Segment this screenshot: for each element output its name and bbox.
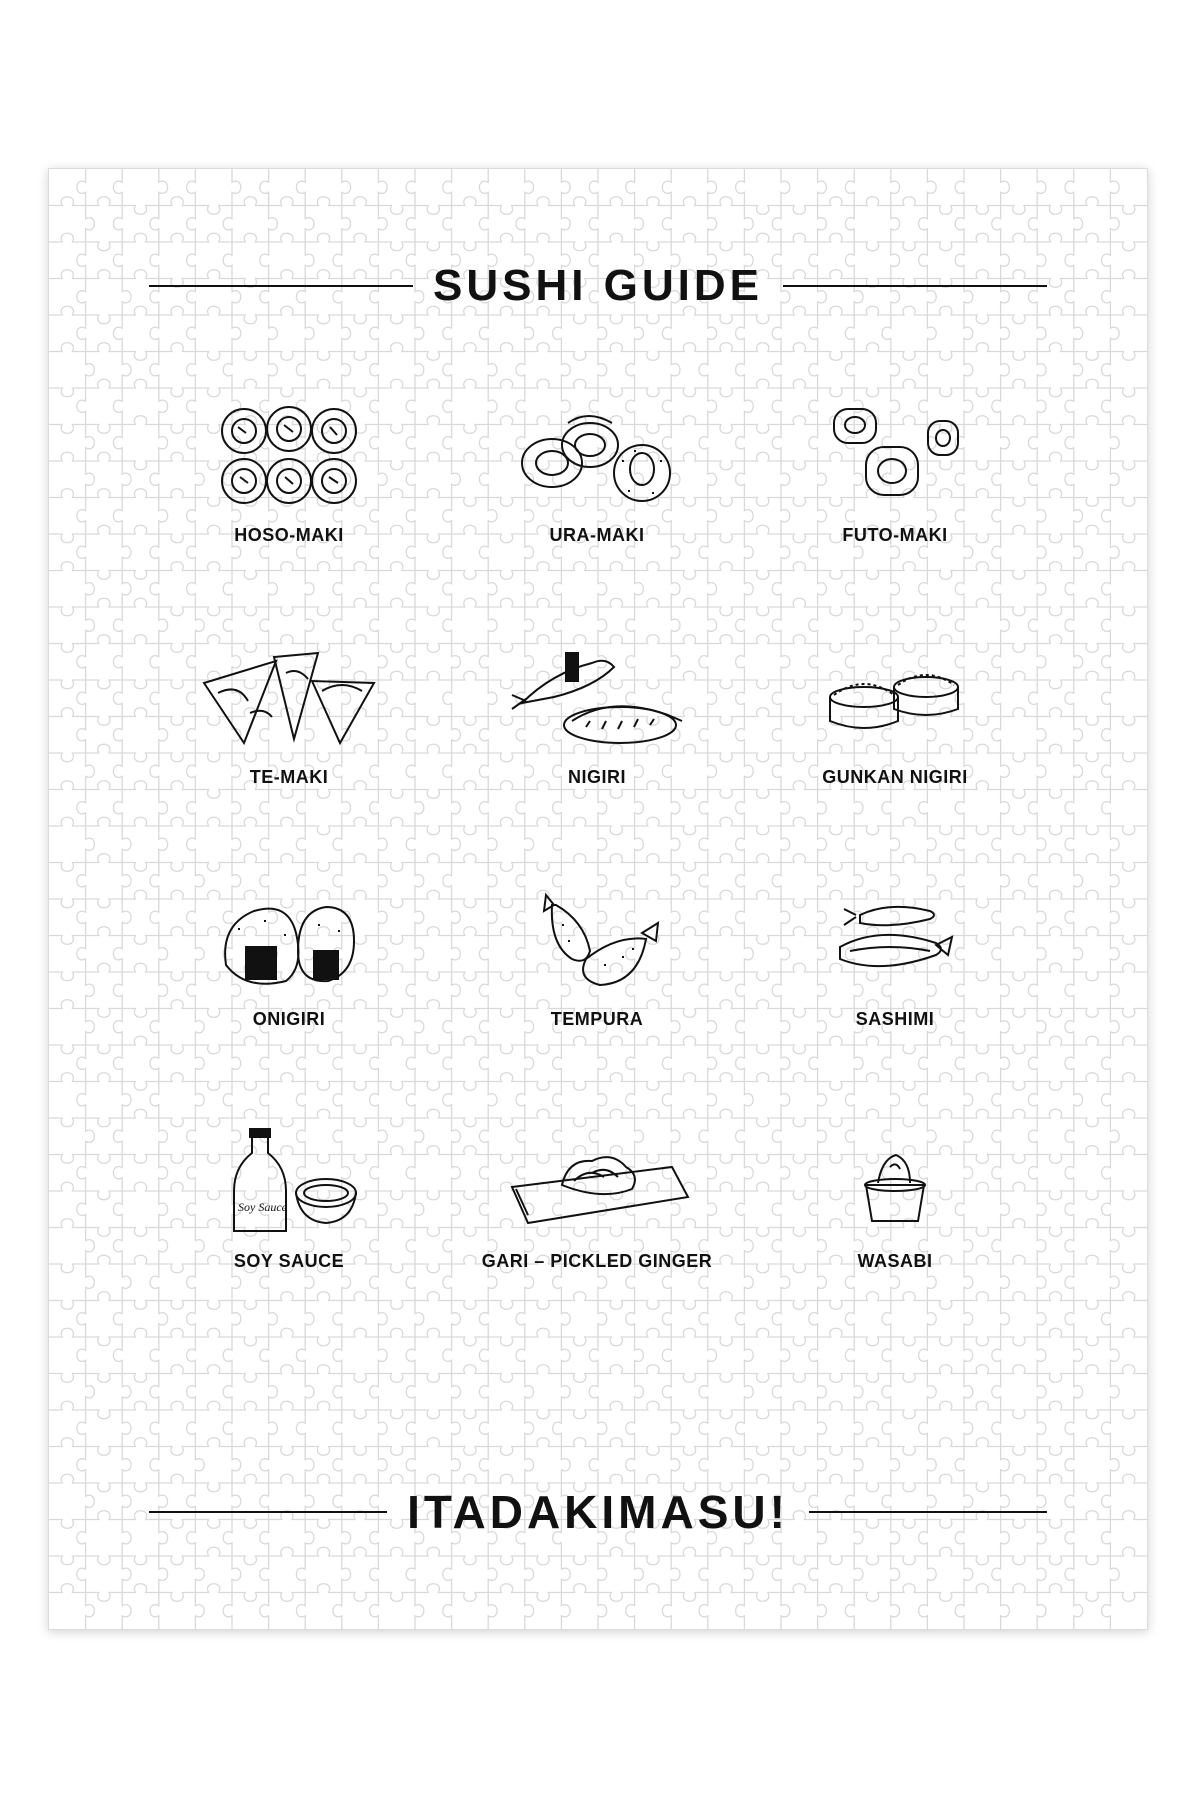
item-label: TEMPURA [550, 1009, 644, 1029]
page-title: SUSHI GUIDE [432, 261, 764, 310]
item-label: GUNKAN NIGIRI [822, 767, 968, 787]
footer-title-row [149, 1485, 1047, 1539]
sushi-item-wasabi [745, 1127, 1045, 1272]
sushi-item-gari [447, 1127, 747, 1272]
sushi-item-futo-maki [745, 401, 1045, 546]
sushi-item-gunkan-nigiri [745, 643, 1045, 788]
hoso-maki-icon [214, 401, 364, 511]
header-rule-right [783, 285, 1047, 287]
sushi-item-onigiri [139, 885, 439, 1030]
footer-rule-left [149, 1511, 387, 1513]
item-label: ONIGIRI [252, 1009, 326, 1029]
sushi-item-hoso-maki [139, 401, 439, 546]
wasabi-icon [820, 1127, 970, 1237]
sushi-item-soy-sauce [139, 1127, 439, 1272]
futo-maki-icon [820, 401, 970, 511]
te-maki-icon [194, 643, 384, 753]
sushi-item-tempura [447, 885, 747, 1030]
bottle-label-text: Soy Sauce [238, 1200, 287, 1214]
item-label: HOSO-MAKI [234, 525, 344, 545]
footer-title: ITADAKIMASU! [407, 1486, 789, 1538]
item-label: NIGIRI [567, 767, 626, 787]
ura-maki-icon [512, 401, 682, 511]
item-label: FUTO-MAKI [842, 525, 948, 545]
puzzle-board [48, 168, 1148, 1630]
sushi-item-ura-maki [447, 401, 747, 546]
sushi-item-sashimi [745, 885, 1045, 1030]
onigiri-icon [214, 885, 364, 995]
item-label: SASHIMI [855, 1009, 935, 1029]
item-label: SOY SAUCE [233, 1251, 345, 1271]
gunkan-nigiri-icon [820, 643, 970, 753]
sushi-item-nigiri [447, 643, 747, 788]
footer-rule-right [809, 1511, 1047, 1513]
item-label: URA-MAKI [549, 525, 645, 545]
nigiri-icon [502, 643, 692, 753]
header-title-row [149, 261, 1047, 311]
soy-sauce-icon [214, 1127, 364, 1237]
item-label: WASABI [857, 1251, 933, 1271]
sushi-item-te-maki [139, 643, 439, 788]
item-label: GARI – PICKLED GINGER [481, 1251, 713, 1271]
tempura-icon [522, 885, 672, 995]
header-rule-left [149, 285, 413, 287]
gari-icon [502, 1127, 692, 1237]
item-label: TE-MAKI [249, 767, 329, 787]
sashimi-icon [820, 885, 970, 995]
